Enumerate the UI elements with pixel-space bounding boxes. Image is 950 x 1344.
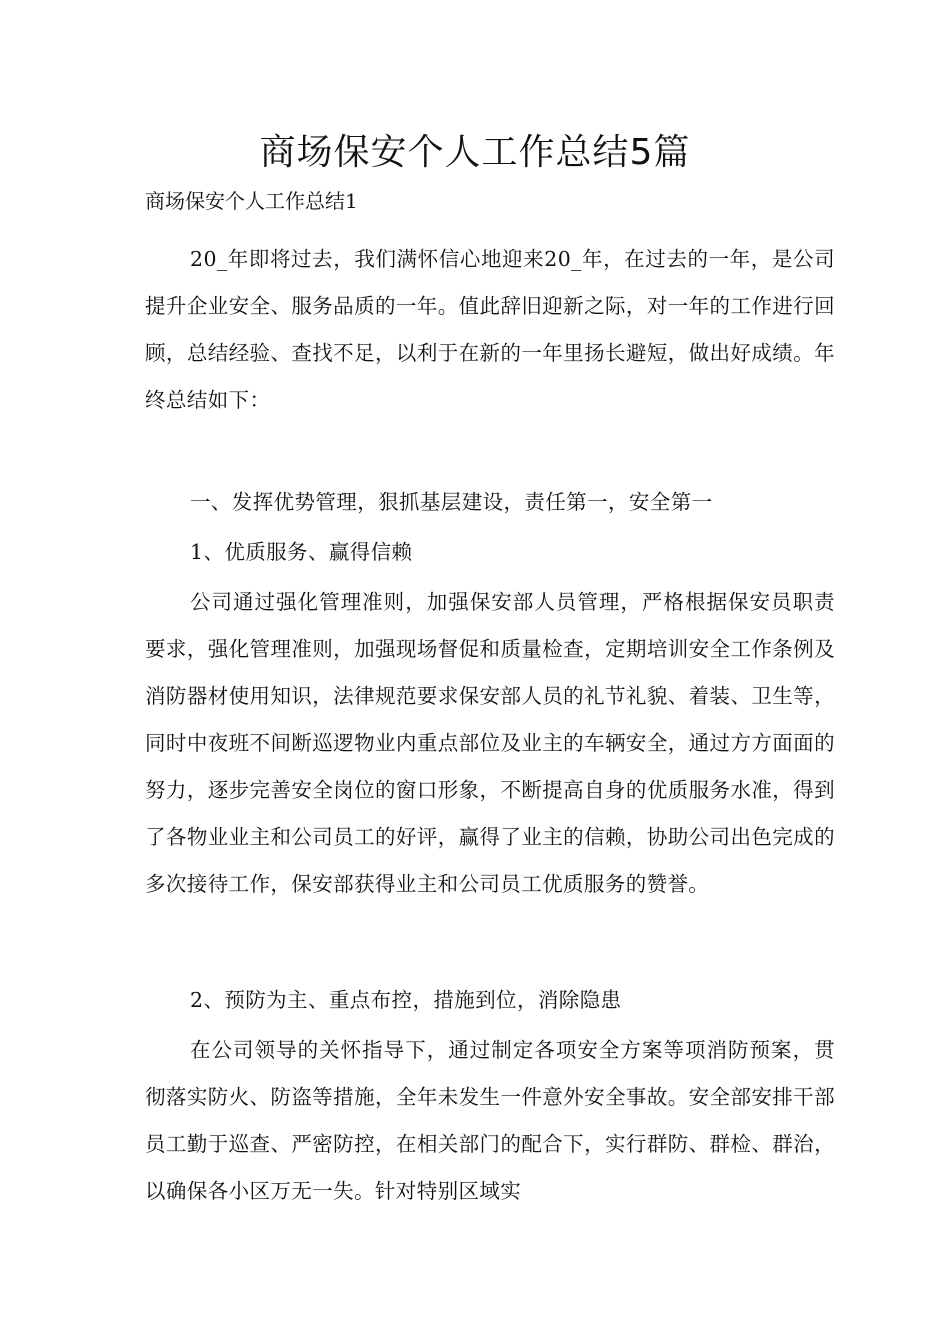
intro-paragraph: 20_年即将过去，我们满怀信心地迎来20_年，在过去的一年，是公司提升企业安全、服务品质的一年。值此辞旧迎新之际，对一年的工作进行回顾，总结经验、查找不足，以利于在新的一年里扬长避短，做出好成绩。年终总结如下：	[145, 247, 835, 412]
item1-paragraph: 公司通过强化管理准则，加强保安部人员管理，严格根据保安员职责要求，强化管理准则，加强现场督促和质量检查，定期培训安全工作条例及消防器材使用知识，法律规范要求保安部人员的礼节礼貌、着装、卫生等，同时中夜班不间断巡逻物业内重点部位及业主的车辆安全，通过方方面面的努力，逐步完善安全岗位的窗口形象，不断提高自身的优质服务水准，得到了各物业业主和公司员工的好评，赢得了业主的信赖，协助公司出色完成的多次接待工作，保安部获得业主和公司员工优质服务的赞誉。	[145, 590, 835, 896]
document-title: 商场保安个人工作总结5篇	[259, 132, 691, 173]
item2-heading: 2、预防为主、重点布控，措施到位，消除隐患	[190, 988, 622, 1012]
document-subtitle: 商场保安个人工作总结1	[145, 189, 358, 213]
item1-heading: 1、优质服务、赢得信赖	[190, 540, 413, 564]
section-heading: 一、发挥优势管理，狠抓基层建设，责任第一，安全第一	[190, 490, 713, 514]
item2-paragraph: 在公司领导的关怀指导下，通过制定各项安全方案等项消防预案，贯彻落实防火、防盗等措施，全年未发生一件意外安全事故。安全部安排干部员工勤于巡查、严密防控，在相关部门的配合下，实行群防、群检、群治，以确保各小区万无一失。针对特别区域实	[145, 1038, 835, 1203]
